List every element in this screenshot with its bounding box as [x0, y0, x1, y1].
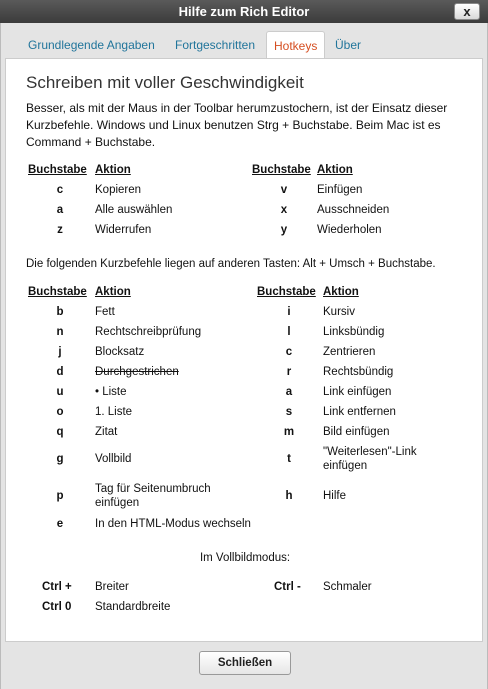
shortcut-key: c	[285, 346, 293, 358]
shortcut-action: Widerrufen	[95, 224, 152, 236]
shortcut-action: Fett	[95, 306, 115, 318]
shortcut-action: Vollbild	[95, 453, 132, 465]
dialog-frame	[0, 23, 488, 689]
window-title: Hilfe zum Rich Editor	[178, 4, 310, 19]
tab-bar	[1, 31, 488, 59]
shortcut-key: r	[286, 366, 292, 378]
shortcut-action: Tag für Seitenumbruch einfügen	[95, 483, 211, 509]
shortcut-action: Zentrieren	[323, 346, 376, 358]
shortcut-key: v	[280, 184, 288, 196]
shortcut-key: q	[56, 426, 64, 438]
shortcut-action: Ausschneiden	[317, 204, 390, 216]
shortcut-action: Wiederholen	[317, 224, 382, 236]
shortcut-action: Rechtsbündig	[323, 366, 394, 378]
shortcut-key: h	[285, 490, 293, 502]
shortcut-key: o	[56, 406, 64, 418]
shortcut-action: Blocksatz	[95, 346, 145, 358]
shortcut-key: a	[285, 386, 293, 398]
tab-advanced[interactable]: Fortgeschritten	[175, 38, 256, 52]
shortcut-key: a	[56, 204, 64, 216]
shortcut-key: Ctrl -	[274, 581, 301, 593]
shortcut-key: d	[56, 366, 64, 378]
shortcut-action: Breiter	[95, 581, 129, 593]
hotkeys-panel	[5, 58, 483, 642]
shortcut-key: n	[56, 326, 64, 338]
shortcut-key: e	[56, 518, 64, 530]
shortcut-key: p	[56, 490, 64, 502]
col-header-key: Buchstabe	[28, 164, 87, 176]
shortcut-action: Link entfernen	[323, 406, 396, 418]
shortcut-key: y	[280, 224, 288, 236]
shortcut-action: Durchgestrichen	[95, 366, 179, 378]
shortcut-key: g	[56, 453, 64, 465]
shortcut-action: Link einfügen	[323, 386, 392, 398]
shortcut-key: u	[56, 386, 64, 398]
col-header-key: Buchstabe	[252, 164, 311, 176]
shortcut-action: Hilfe	[323, 490, 347, 502]
close-button[interactable]: Schließen	[199, 651, 291, 675]
tab-about[interactable]: Über	[335, 38, 362, 52]
col-header-action: Aktion	[95, 286, 131, 298]
shortcut-action: Alle auswählen	[95, 204, 173, 216]
shortcut-action: Kopieren	[95, 184, 142, 196]
col-header-action: Aktion	[317, 164, 353, 176]
shortcut-key: z	[57, 224, 63, 236]
shortcut-action: 1. Liste	[95, 406, 133, 418]
shortcut-action: Standardbreite	[95, 601, 171, 613]
shortcut-action: Schmaler	[323, 581, 372, 593]
col-header-action: Aktion	[323, 286, 359, 298]
shortcut-action: Linksbündig	[323, 326, 385, 338]
intro-text: Besser, als mit der Maus in der Toolbar herumzustochern, ist der Einsatz dieser Kurzbefehle. Windows und Linux benutzen Strg + Buchstabe. Beim Mac ist es Command + Buchstabe.	[26, 101, 448, 149]
window-titlebar	[0, 0, 488, 23]
shortcut-action: Kursiv	[323, 306, 355, 318]
tab-hotkeys[interactable]: Hotkeys	[266, 31, 325, 59]
col-header-key: Buchstabe	[28, 286, 87, 298]
shortcut-key: i	[287, 306, 291, 318]
shortcut-key: x	[280, 204, 288, 216]
shortcut-action: • Liste	[95, 386, 127, 398]
shortcut-action: Rechtschreibprüfung	[95, 326, 202, 338]
shortcut-key: l	[287, 326, 291, 338]
col-header-action: Aktion	[95, 164, 131, 176]
shortcut-key: m	[283, 426, 295, 438]
shortcut-key: c	[56, 184, 64, 196]
shortcut-key: Ctrl +	[42, 581, 72, 593]
fullscreen-heading: Im Vollbildmodus:	[199, 552, 291, 564]
shortcut-key: b	[56, 306, 64, 318]
shortcut-key: t	[287, 453, 291, 465]
shortcut-action: Zitat	[95, 426, 118, 438]
shortcut-action: Einfügen	[317, 184, 363, 196]
shortcut-action: In den HTML-Modus wechseln	[95, 518, 251, 530]
shortcut-key: j	[58, 346, 62, 358]
shortcut-key: Ctrl 0	[42, 601, 72, 613]
shortcut-key: s	[285, 406, 293, 418]
tab-basics[interactable]: Grundlegende Angaben	[28, 38, 155, 52]
col-header-key: Buchstabe	[257, 286, 316, 298]
page-title: Schreiben mit voller Geschwindigkeit	[26, 73, 304, 92]
close-window-button[interactable]: x	[454, 3, 480, 20]
shortcut-action: Bild einfügen	[323, 426, 390, 438]
other-keys-text: Die folgenden Kurzbefehle liegen auf anderen Tasten: Alt + Umsch + Buchstabe.	[26, 258, 436, 270]
shortcut-action: "Weiterlesen"-Link einfügen	[323, 446, 417, 472]
